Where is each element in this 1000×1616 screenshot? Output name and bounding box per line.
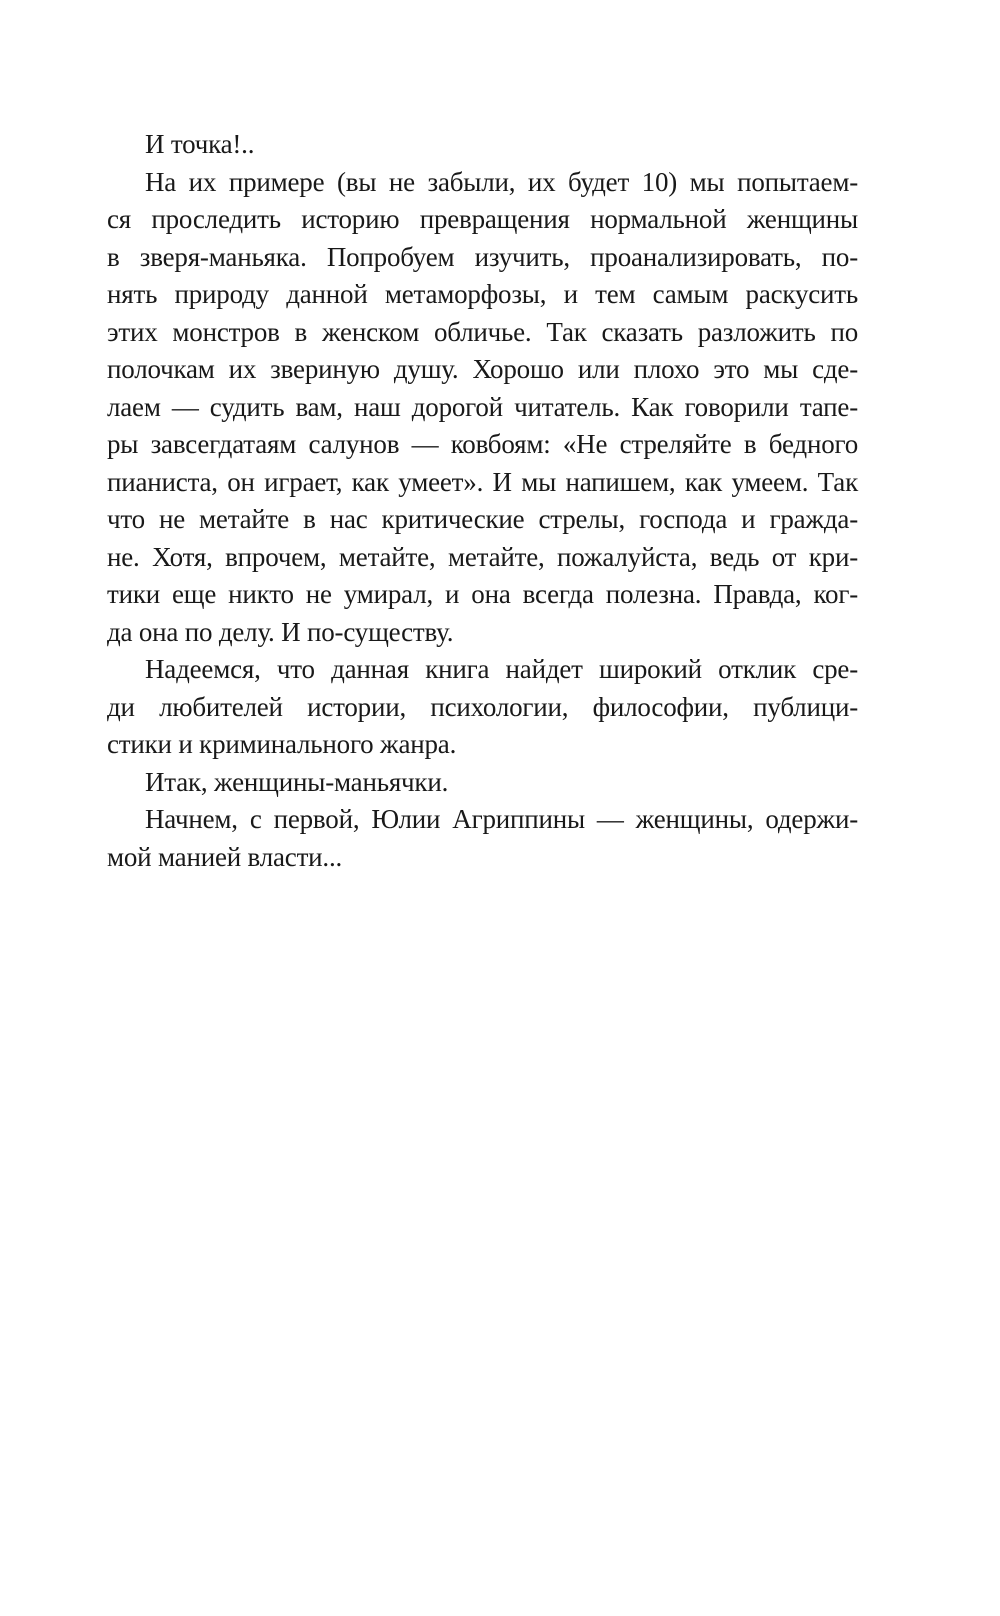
text-line: ся проследить историю превращения нормальной женщины	[107, 204, 858, 234]
paragraph	[107, 764, 858, 802]
text-line: этих монстров в женском обличье. Так сказать разложить по	[107, 316, 858, 347]
paragraph	[107, 164, 858, 652]
text-line: тики еще никто не умирал, и она всегда полезна. Правда, ког-	[107, 579, 858, 609]
text-line: не. Хотя, впрочем, метайте, метайте, пожалуйста, ведь от кри-	[107, 541, 858, 572]
text-line: ди любителей истории, психологии, философии, публици-	[107, 691, 858, 722]
paragraph	[107, 801, 858, 876]
text-line: что не метайте в нас критические стрелы, господа и гражда-	[107, 504, 858, 534]
text-block	[107, 126, 858, 876]
text-line: пианиста, он играет, как умеет». И мы напишем, как умеем. Так	[107, 466, 858, 497]
text-line: Итак, женщины-маньячки.	[145, 766, 449, 797]
text-line: стики и криминального жанра.	[107, 729, 457, 759]
text-line: в зверя-маньяка. Попробуем изучить, проанализировать, по-	[107, 241, 858, 272]
text-line: да она по делу. И по-существу.	[107, 616, 454, 647]
paragraph	[107, 126, 858, 164]
text-line: полочкам их звериную душу. Хорошо или плохо это мы сде-	[107, 354, 858, 384]
paragraph	[107, 651, 858, 764]
text-line: Начнем, с первой, Юлии Агриппины — женщины, одержи-	[145, 804, 858, 834]
text-line: ры завсегдатаям салунов — ковбоям: «Не стреляйте в бедного	[107, 429, 858, 459]
text-line: Надеемся, что данная книга найдет широкий отклик сре-	[145, 654, 858, 684]
text-line: лаем — судить вам, наш дорогой читатель. Как говорили тапе-	[107, 391, 858, 422]
text-line: мой манией власти...	[107, 841, 343, 872]
text-line: нять природу данной метаморфозы, и тем самым раскусить	[107, 279, 858, 309]
text-line: И точка!..	[145, 129, 255, 159]
text-line: На их примере (вы не забыли, их будет 10) мы попытаем-	[145, 166, 858, 197]
